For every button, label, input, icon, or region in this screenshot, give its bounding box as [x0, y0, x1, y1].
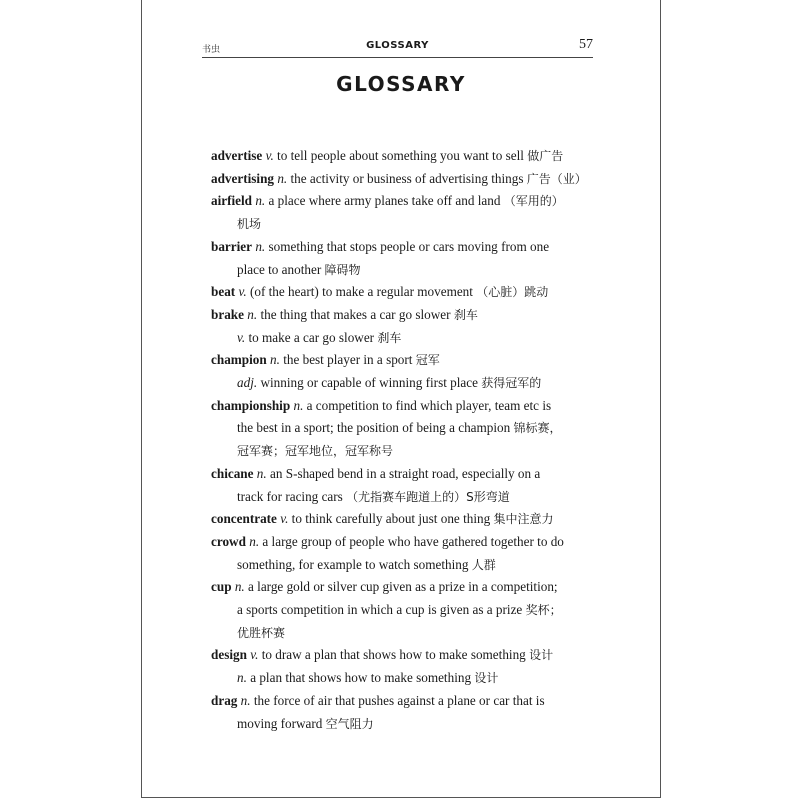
part-of-speech: n. [240, 692, 251, 708]
entry-drag [211, 690, 603, 713]
definition: to draw a plan that shows how to make something [258, 647, 530, 663]
part-of-speech: adj. [237, 375, 258, 391]
entry-concentrate [211, 508, 603, 531]
headword: concentrate [211, 511, 277, 527]
definition: something that stops people or cars moving from one [265, 238, 550, 254]
part-of-speech: n. [277, 170, 288, 186]
definition: (of the heart) to make a regular movement [246, 284, 477, 300]
definition: the thing that makes a car go slower [257, 306, 454, 322]
part-of-speech: n. [270, 352, 280, 368]
entry-crowd-continued [211, 554, 603, 577]
entry-airfield-continued [211, 213, 603, 236]
headword: barrier [211, 238, 253, 254]
part-of-speech: v. [265, 148, 274, 163]
chinese-gloss: 刹车 [377, 330, 402, 345]
page-title: GLOSSARY [336, 72, 466, 96]
chinese-gloss: 障碍物 [324, 262, 361, 277]
entry-champion-sense-2 [211, 372, 603, 395]
definition: place to another [237, 261, 325, 277]
headword: beat [211, 284, 236, 300]
chinese-gloss: 奖杯； [525, 603, 562, 618]
part-of-speech: n. [293, 397, 304, 413]
chinese-gloss: 锦标赛， [513, 421, 562, 436]
entry-championship-continued [211, 417, 603, 440]
glossary-entries [211, 145, 603, 735]
entry-crowd [211, 531, 603, 554]
part-of-speech: v. [250, 647, 259, 663]
chinese-gloss: 空气阻力 [325, 716, 374, 731]
chinese-gloss: 机场 [237, 217, 262, 232]
definition: the best in a sport; the position of being a champion [237, 420, 514, 436]
part-of-speech: n. [255, 238, 266, 254]
definition: to make a car go slower [245, 329, 378, 345]
headword: championship [211, 397, 291, 413]
entry-cup-continued [211, 622, 603, 645]
chinese-gloss: 冠军赛；冠军地位，冠军称号 [237, 444, 394, 459]
chinese-gloss: 刹车 [453, 307, 478, 322]
entry-chicane-continued [211, 486, 603, 509]
definition: track for racing cars [237, 488, 347, 504]
entry-beat [211, 281, 603, 304]
part-of-speech: n. [237, 670, 247, 686]
entry-chicane [211, 463, 603, 486]
headword: brake [211, 306, 244, 322]
definition: to think carefully about just one thing [288, 511, 494, 527]
series-name: 书虫 [202, 45, 221, 55]
header-section-title: GLOSSARY [366, 40, 429, 51]
definition: a place where army planes take off and land [265, 193, 504, 209]
definition: the best player in a sport [279, 352, 416, 368]
part-of-speech: n. [256, 465, 267, 481]
entry-brake-sense-2 [211, 327, 603, 350]
chinese-gloss: 设计 [474, 671, 499, 686]
definition: a plan that shows how to make something [246, 670, 475, 686]
book-page [141, 0, 661, 798]
headword: cup [211, 579, 232, 595]
part-of-speech: v. [280, 511, 289, 527]
entry-design-sense-2 [211, 667, 603, 690]
entry-advertising [211, 168, 603, 191]
headword: airfield [211, 193, 253, 209]
chinese-gloss: （心脏）跳动 [476, 285, 549, 300]
chinese-gloss: 集中注意力 [493, 512, 554, 527]
entry-barrier [211, 236, 603, 259]
definition: a competition to find which player, team etc is [303, 397, 552, 413]
entry-championship [211, 395, 603, 418]
headword: advertise [211, 148, 263, 163]
definition: the force of air that pushes against a plane or car that is [250, 692, 545, 708]
entry-barrier-continued [211, 259, 603, 282]
headword: advertising [211, 170, 275, 186]
definition: winning or capable of winning first place [257, 375, 482, 391]
headword: chicane [211, 465, 254, 481]
part-of-speech: n. [249, 533, 260, 549]
definition: something, for example to watch something [237, 556, 472, 572]
headword: champion [211, 352, 267, 368]
part-of-speech: n. [247, 306, 258, 322]
entry-cup-continued [211, 599, 603, 622]
entry-advertise [211, 145, 603, 168]
page-number: 57 [579, 37, 593, 52]
headword: design [211, 647, 247, 663]
chinese-gloss: 做广告 [527, 149, 564, 163]
chinese-gloss: 优胜杯赛 [237, 625, 286, 640]
part-of-speech: n. [255, 193, 266, 209]
definition: a large group of people who have gathered together to do [259, 533, 564, 549]
chinese-gloss: （军用的） [503, 194, 564, 209]
entry-drag-continued [211, 713, 603, 736]
entry-champion [211, 349, 603, 372]
entry-cup [211, 576, 603, 599]
definition: an S-shaped bend in a straight road, especially on a [266, 465, 541, 481]
definition: to tell people about something you want to sell [273, 148, 528, 163]
part-of-speech: n. [234, 579, 245, 595]
definition: a sports competition in which a cup is given as a prize [237, 602, 526, 618]
chinese-gloss: 广告（业） [526, 171, 587, 186]
chinese-gloss: 冠军 [415, 353, 440, 368]
chinese-gloss: 设计 [529, 648, 554, 663]
part-of-speech: v. [237, 329, 246, 345]
part-of-speech: v. [238, 284, 247, 300]
entry-brake [211, 304, 603, 327]
entry-championship-continued [211, 440, 603, 463]
chinese-gloss: （尤指赛车跑道上的）S形弯道 [346, 489, 510, 504]
headword: drag [211, 692, 238, 708]
chinese-gloss: 人群 [471, 557, 496, 572]
definition: moving forward [237, 715, 326, 731]
definition: a large gold or silver cup given as a prize in a competition; [244, 579, 558, 595]
running-header [202, 37, 593, 58]
definition: the activity or business of advertising things [287, 170, 527, 186]
chinese-gloss: 获得冠军的 [481, 376, 542, 391]
entry-airfield [211, 190, 603, 213]
entry-design [211, 644, 603, 667]
headword: crowd [211, 533, 246, 549]
